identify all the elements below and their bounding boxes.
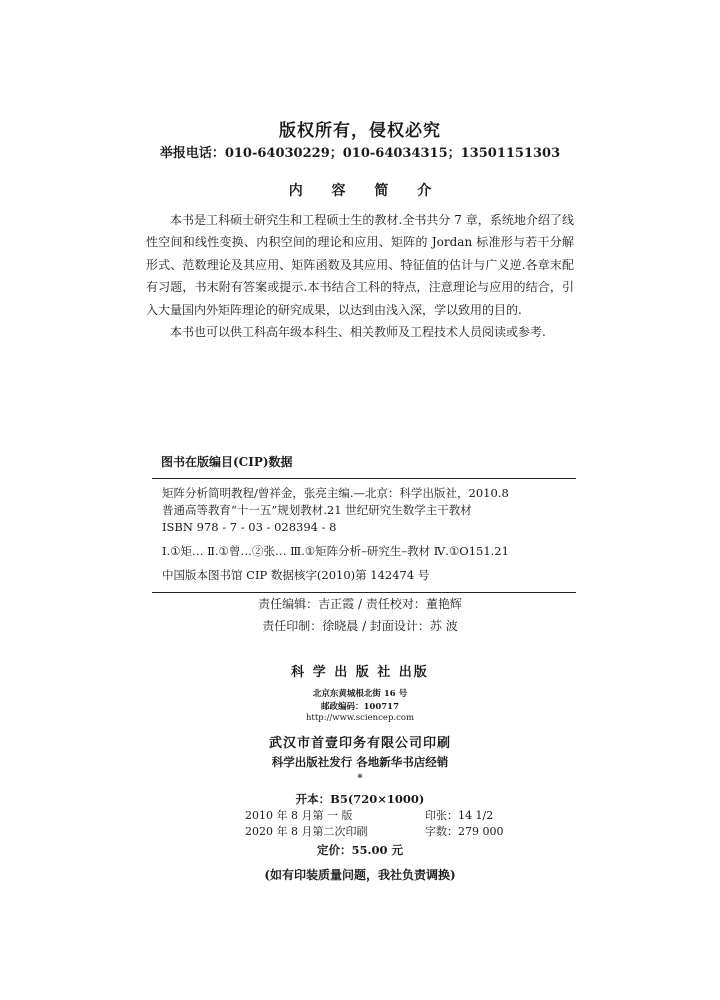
second-printing: 2020 年 8 月第二次印刷 (245, 825, 368, 838)
word-count: 字数：279 000 (425, 825, 504, 838)
summary-body (146, 209, 574, 343)
staff-credits (0, 593, 720, 637)
copyright-title: 版权所有，侵权必究 (279, 121, 441, 141)
report-phone-line: 举报电话：010-64030229；010-64034315；13501151303 (159, 146, 561, 161)
summary-paragraph: 本书也可以供工科高年级本科生、相关教师及工程技术人员阅读或参考. (170, 325, 546, 340)
publisher-postcode: 邮政编码：100717 (321, 702, 399, 712)
printer-line: 武汉市首壹印务有限公司印刷 (268, 736, 451, 751)
sheets-count: 印张：14 1/2 (425, 809, 494, 822)
publisher-website: http://www.sciencep.com (305, 713, 415, 723)
distribution-line: 科学出版社发行 各地新华书店经销 (271, 755, 449, 769)
cip-line-series: 普通高等教育“十一五”规划教材.21 世纪研究生数学主干教材 (162, 503, 472, 517)
cip-block (152, 453, 576, 593)
price-line: 定价：55.00 元 (316, 843, 403, 857)
cip-title: 图书在版编目(CIP)数据 (161, 455, 293, 469)
cip-note: 中国版本图书馆 CIP 数据核字(2010)第 142474 号 (162, 568, 430, 582)
summary-paragraph: 本书是工科硕士研究生和工程硕士生的教材.全书共分 7 章，系统地介绍了线性空间和线性变换、内积空间的理论和应用、矩阵的 Jordan 标准形与若干分解形式、范数理论及其应用、矩阵函数及其应用、特征值的估计与广义逆.各章末配有习题，书末附有答案或提示.本书结合工科的特点，注意理论与应用的结合，引入大量国内外矩阵理论的研究成果，以达到由浅入深，学以致用的目的. (146, 213, 574, 317)
cip-lines (152, 479, 576, 536)
format-line: 开本：B5(720×1000) (295, 792, 425, 806)
cip-classification: Ⅰ.①矩… Ⅱ.①曾…②张… Ⅲ.①矩阵分析–研究生–教材 Ⅳ.①O151.21 (162, 544, 509, 558)
cip-line-title: 矩阵分析简明教程/曾祥金，张亮主编.—北京：科学出版社，2010.8 (162, 486, 509, 500)
publisher-name: 科 学 出 版 社 出版 (291, 665, 429, 680)
summary-heading: 内 容 简 介 (288, 183, 444, 199)
staff-line-editors: 责任编辑：吉正霞 / 责任校对：董艳辉 (258, 597, 462, 611)
publisher-address: 北京东黄城根北街 16 号 (312, 689, 408, 699)
edition-details (245, 808, 504, 840)
staff-line-production: 责任印制：徐晓晨 / 封面设计：苏 波 (262, 619, 458, 633)
divider-asterisk: * (357, 773, 363, 784)
cip-line-isbn: ISBN 978 - 7 - 03 - 028394 - 8 (162, 520, 337, 534)
defect-note: (如有印装质量问题，我社负责调换) (264, 868, 456, 882)
first-edition: 2010 年 8 月第 一 版 (245, 809, 353, 822)
